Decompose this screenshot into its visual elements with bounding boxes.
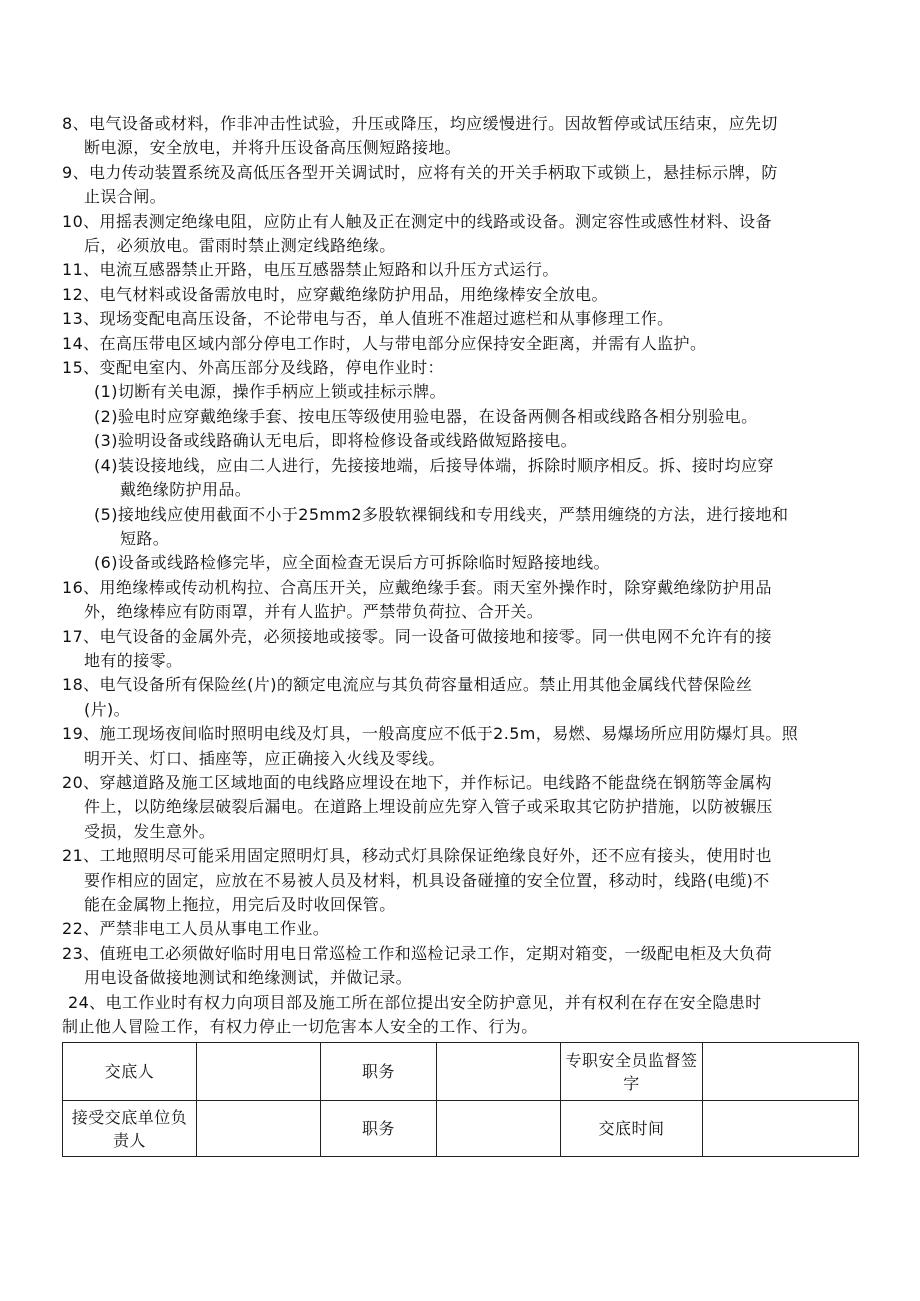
sub-item-4: (4)装设接地线，应由二人进行，先接接地端，后接导体端，拆除时顺序相反。拆、接时均应穿 戴绝缘防护用品。 [94, 455, 774, 500]
sub-item-1: (1)切断有关电源，操作手柄应上锁或挂标示牌。 [94, 382, 446, 402]
item-23: 23、值班电工必须做好临时用电日常巡检工作和巡检记录工作，定期对箱变，一级配电柜及大负荷 用电设备做接地测试和绝缘测试，并做记录。 [62, 943, 772, 988]
presenter-field[interactable] [197, 1043, 321, 1101]
item-22: 22、严禁非电工人员从事电工作业。 [62, 919, 330, 939]
sub-item-6: (6)设备或线路检修完毕，应全面检查无误后方可拆除临时短路接地线。 [94, 553, 610, 573]
item-11: 11、电流互感器禁止开路，电压互感器禁止短路和以升压方式运行。 [62, 260, 559, 280]
item-21: 21、工地照明尽可能采用固定照明灯具，移动式灯具除保证绝缘良好外，还不应有接头，使用时也 要作相应的固定，应放在不易被人员及材料，机具设备碰撞的安全位置，移动时，线路(电缆)不 能在金属物上拖拉，用完后及时收回保管。 [62, 846, 772, 914]
item-16: 16、用绝缘棒或传动机构拉、合高压开关，应戴绝缘手套。雨天室外操作时，除穿戴绝缘防护用品 外，绝缘棒应有防雨罩，并有人监护。严禁带负荷拉、合开关。 [62, 577, 772, 622]
item-9: 9、电力传动装置系统及高低压各型开关调试时，应将有关的开关手柄取下或锁上，悬挂标示牌，防 止误合闸。 [62, 162, 778, 207]
item-15: 15、变配电室内、外高压部分及线路，停电作业时： [62, 358, 444, 378]
position-field[interactable] [437, 1043, 561, 1101]
item-14: 14、在高压带电区域内部分停电工作时，人与带电部分应保持安全距离，并需有人监护。 [62, 333, 707, 353]
item-18: 18、电气设备所有保险丝(片)的额定电流应与其负荷容量相适应。禁止用其他金属线代替保险丝 (片)。 [62, 675, 753, 719]
item-24: 24、电工作业时有权力向项目部及施工所在部位提出安全防护意见，并有权利在存在安全隐患时 制止他人冒险工作，有权力停止一切危害本人安全的工作、行为。 [62, 992, 762, 1037]
item-12: 12、电气材料或设备需放电时，应穿戴绝缘防护用品，用绝缘棒安全放电。 [62, 284, 608, 304]
item-13: 13、现场变配电高压设备，不论带电与否，单人值班不准超过遮栏和从事修理工作。 [62, 309, 674, 329]
position-field[interactable] [437, 1101, 561, 1157]
item-10: 10、用摇表测定绝缘电阻，应防止有人触及正在测定中的线路或设备。测定容性或感性材料、设备 后，必须放电。雷雨时禁止测定线路绝缘。 [62, 211, 772, 256]
document-body [62, 112, 862, 1039]
item-20: 20、穿越道路及施工区域地面的电线路应埋设在地下，并作标记。电线路不能盘绕在钢筋等金属构 件上，以防绝缘层破裂后漏电。在道路上埋设前应先穿入管子或采取其它防护措施，以防被辗压 受损，发生意外。 [62, 772, 773, 841]
handover-time-label: 交底时间 [561, 1101, 703, 1157]
item-17: 17、电气设备的金属外壳，必须接地或接零。同一设备可做接地和接零。同一供电网不允许有的接 地有的接零。 [62, 626, 772, 670]
sub-item-2: (2)验电时应穿戴绝缘手套、按电压等级使用验电器，在设备两侧各相或线路各相分别验电。 [94, 406, 758, 426]
handover-signature-table [62, 1042, 859, 1157]
position-label: 职务 [321, 1101, 437, 1157]
sub-item-5: (5)接地线应使用截面不小于25mm2多股软裸铜线和专用线夹，严禁用缠绕的方法，进行接地和 短路。 [94, 504, 789, 548]
item-19: 19、施工现场夜间临时照明电线及灯具，一般高度应不低于2.5m，易燃、易爆场所应用防爆灯具。照 明开关、灯口、插座等，应正确接入火线及零线。 [62, 724, 799, 768]
safety-officer-signature-field[interactable] [703, 1043, 859, 1101]
handover-time-field[interactable] [703, 1101, 859, 1157]
presenter-label: 交底人 [63, 1043, 197, 1101]
table-row [63, 1101, 859, 1157]
position-label: 职务 [321, 1043, 437, 1101]
receiver-label: 接受交底单位负责人 [63, 1101, 197, 1157]
item-8: 8、电气设备或材料，作非冲击性试验，升压或降压，均应缓慢进行。因故暂停或试压结束，应先切 断电源，安全放电，并将升压设备高压侧短路接地。 [62, 114, 778, 158]
table-row [63, 1043, 859, 1101]
receiver-field[interactable] [197, 1101, 321, 1157]
safety-officer-label: 专职安全员监督签字 [561, 1043, 703, 1101]
sub-item-3: (3)验明设备或线路确认无电后，即将检修设备或线路做短路接电。 [94, 431, 578, 451]
